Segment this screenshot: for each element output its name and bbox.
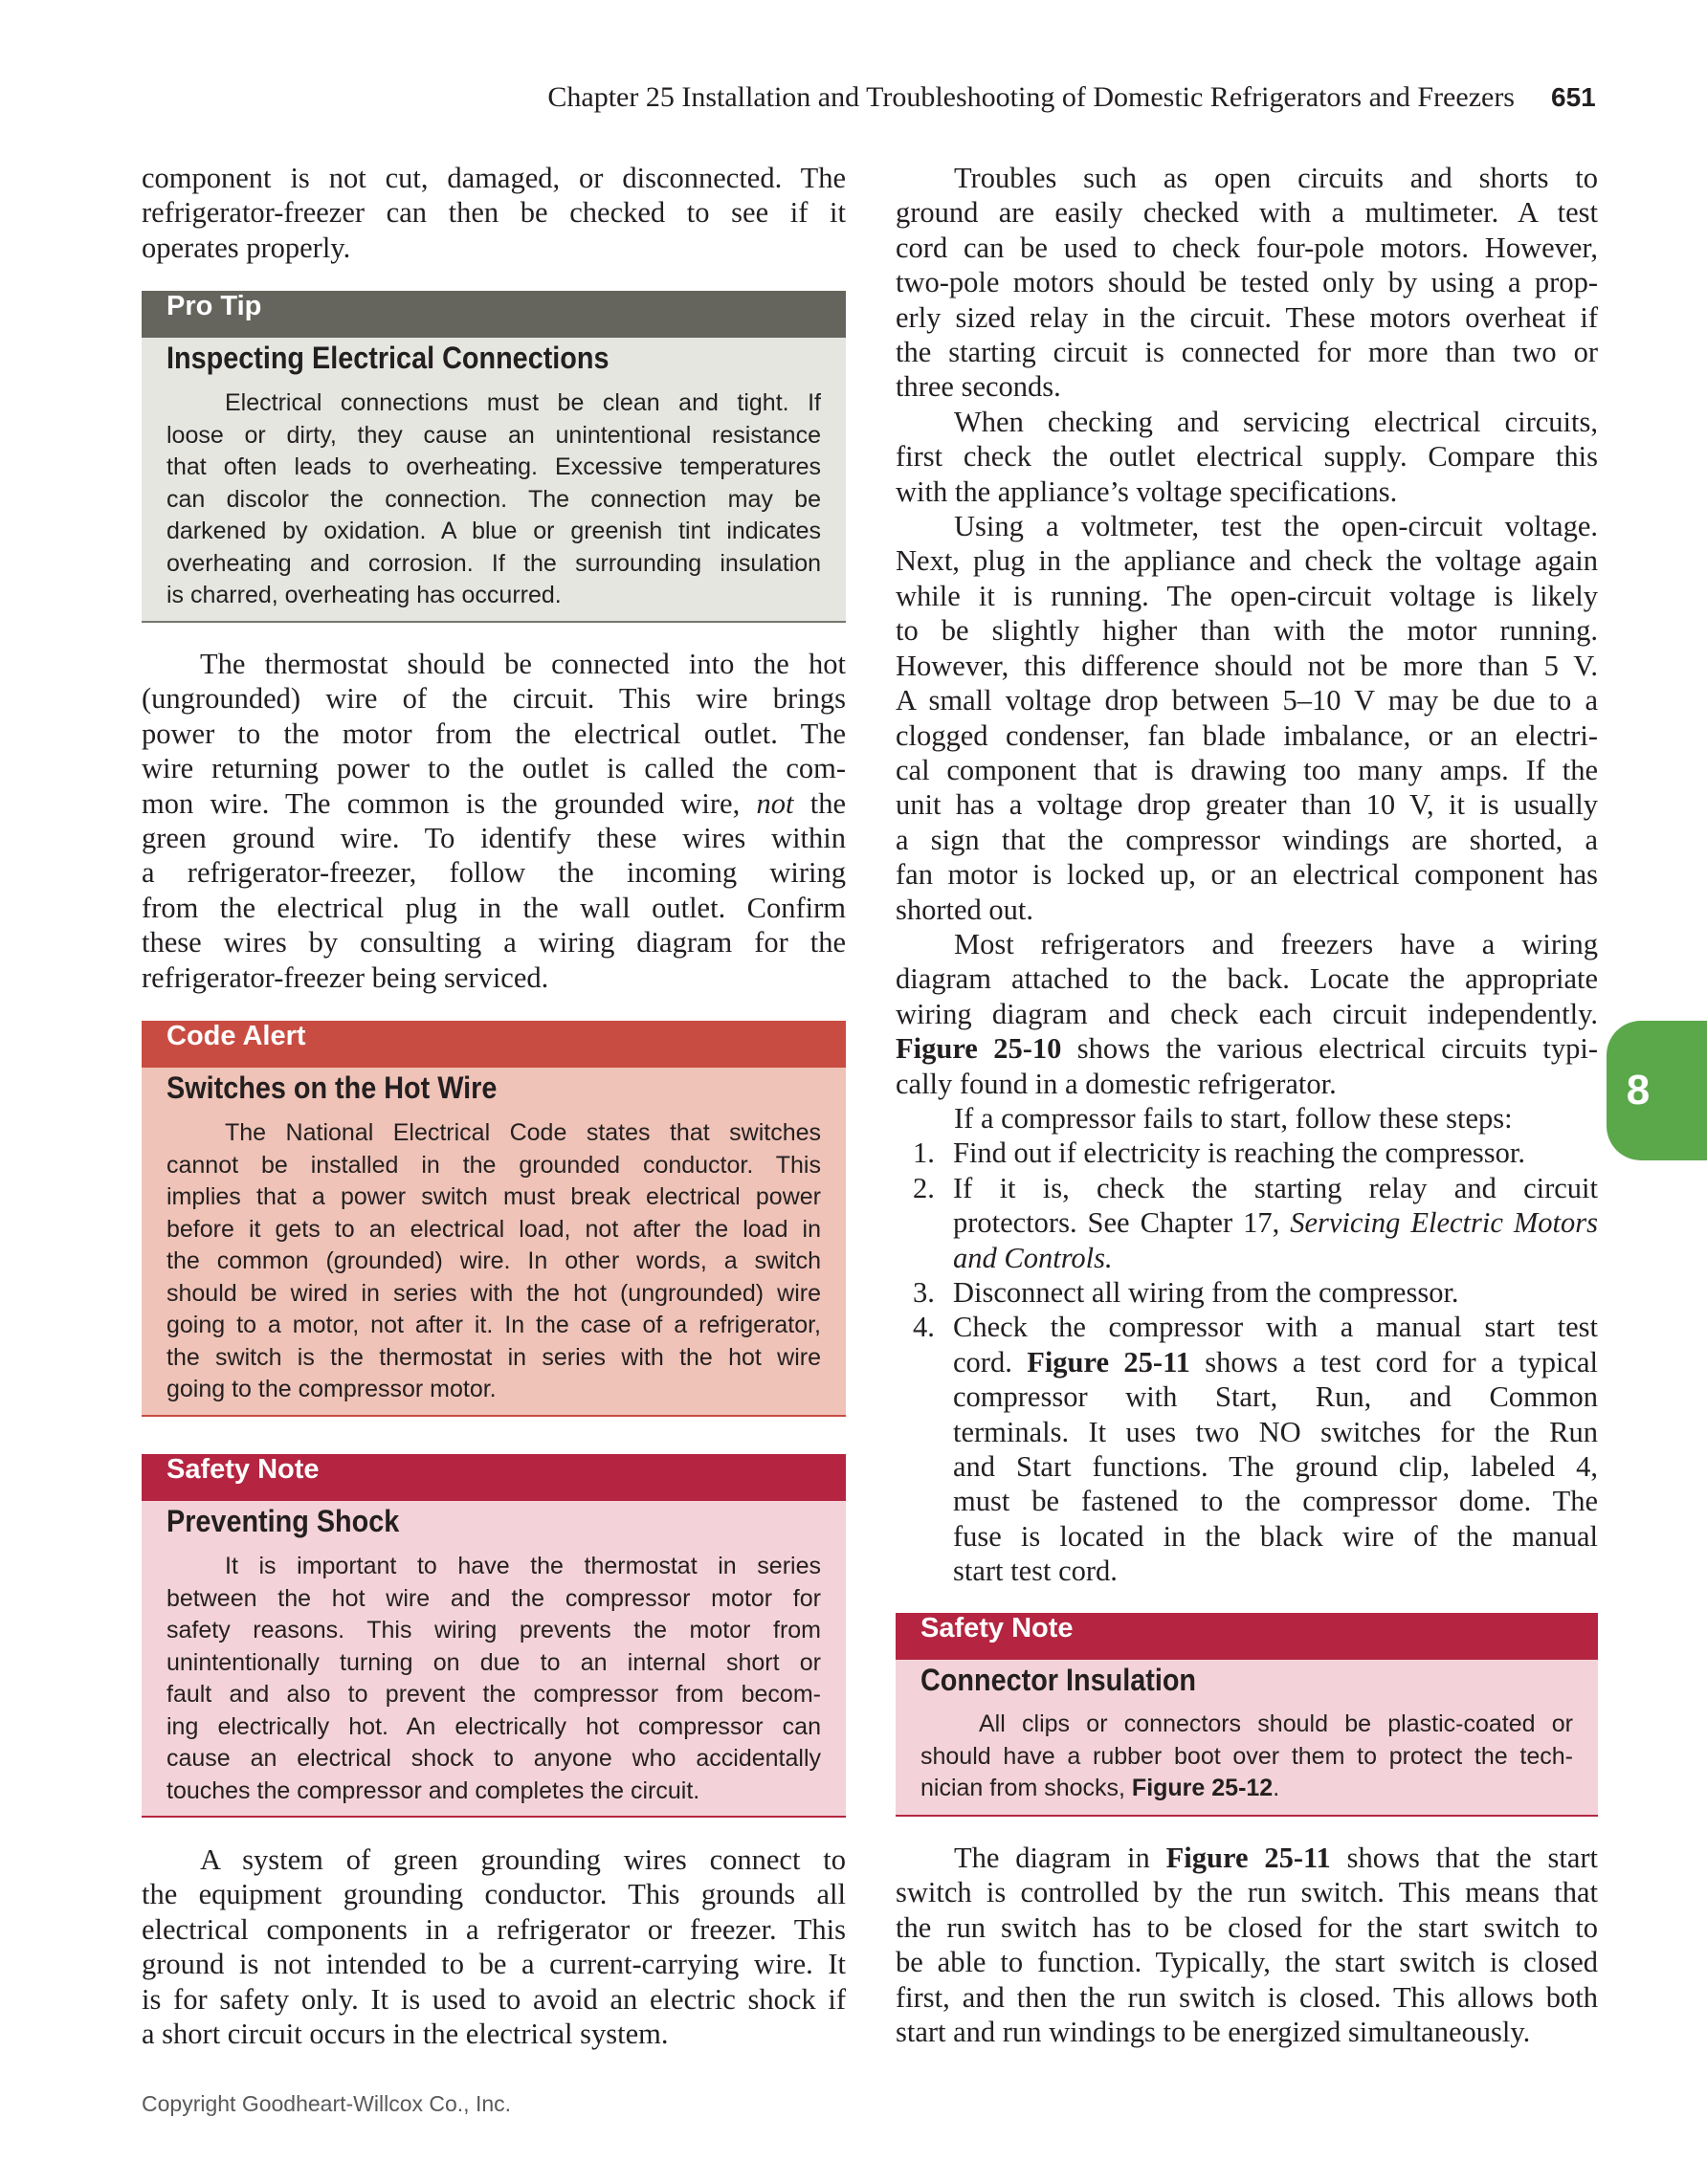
text-line: fuse is located in the black wire of the manual [953,1519,1598,1553]
code-alert-label: Code Alert [142,1021,846,1068]
text-line: and Start functions. The ground clip, labeled 4, [953,1450,1598,1484]
text-line: A system of green grounding wires connect to [200,1843,846,1876]
text-line: implies that a power switch must break electrical power [166,1183,821,1210]
text-line: However, this difference should not be more than 5 V. [896,649,1598,682]
emphasis-text: and Controls. [953,1241,1113,1274]
text-line [953,1345,1598,1379]
text-run: protectors. See Chapter 17, [953,1206,1291,1240]
troubleshooting-steps [896,1136,1598,1588]
safety-note-title: Preventing Shock [166,1504,400,1538]
text-line: while it is running. The open-circuit voltage is likely [896,579,1598,612]
pro-tip-box [142,291,846,623]
text-run: cord. [953,1345,1028,1379]
body-paragraph [142,161,846,265]
safety-note-label: Safety Note [142,1454,846,1501]
text-line: Check the compressor with a manual start test [953,1311,1598,1344]
text-line [896,1841,1598,1875]
text-line: cord can be used to check four-pole motors. However, [896,231,1598,264]
text-line: When checking and servicing electrical circuits, [954,405,1598,438]
right-column-text [896,161,1598,1589]
chapter-tab [1607,1021,1707,1160]
text-line: two-pole motors should be tested only by using a prop- [896,266,1598,299]
text-line: If it is, check the starting relay and circuit [953,1171,1598,1204]
text-run: nician from shocks, [920,1775,1132,1801]
step-text [953,1171,1598,1275]
text-line: wire returning power to the outlet is called the com- [142,752,846,785]
text-line: loose or dirty, they cause an unintentional resistance [166,421,821,449]
step-text [953,1275,1598,1310]
code-alert-text [166,1117,821,1406]
text-line: should have a rubber boot over them to protect the tech- [920,1742,1573,1770]
text-line: diagram attached to the back. Locate the appropriate [896,962,1598,996]
text-line: the common (grounded) wire. In other words, a switch [166,1247,821,1274]
safety-note-title: Connector Insulation [920,1663,1196,1697]
text-line: Find out if electricity is reaching the compressor. [953,1136,1525,1170]
text-line: be able to function. Typically, the start switch is closed [896,1946,1598,1979]
safety-note-box [142,1454,846,1818]
step-item [896,1136,1598,1170]
text-line: unit has a voltage drop greater than 10 V, it is usually [896,788,1598,822]
safety-note-text [920,1709,1573,1805]
text-line: should be wired in series with the hot (ungrounded) wire [166,1279,821,1307]
step-item [896,1171,1598,1275]
text-line: cause an electrical shock to anyone who accidentally [166,1745,821,1772]
text-line: these wires by consulting a wiring diagram for the [142,926,846,960]
text-line: a refrigerator-freezer, follow the incoming wiring [142,856,846,890]
text-line: safety reasons. This wiring prevents the motor from [166,1617,821,1644]
text-line: fault and also to prevent the compressor from becom- [166,1681,821,1708]
text-line: is charred, overheating has occurred. [166,582,562,608]
text-line: Troubles such as open circuits and shorts to [954,162,1598,194]
step-number: 4. [913,1311,935,1344]
text-line: can discolor the connection. The connection may be [166,485,821,513]
text-line: wiring diagram and check each circuit independently. [896,997,1598,1030]
body-paragraph [896,405,1598,509]
text-line: three seconds. [896,370,1061,404]
text-line: Disconnect all wiring from the compressor. [953,1276,1459,1309]
text-line: darkened by oxidation. A blue or greenish tint indicates [166,518,821,544]
text-line: start and run windings to be energized simultaneously. [896,2016,1531,2049]
text-line: the equipment grounding conductor. This grounds all [142,1878,846,1911]
text-line: power to the motor from the electrical outlet. The [142,717,846,750]
text-line [953,1205,1598,1240]
text-line [920,1773,1573,1805]
text-line: from the electrical plug in the wall outlet. Confirm [142,891,846,924]
text-line: (ungrounded) wire of the circuit. This wire brings [142,682,846,716]
figure-reference: Figure 25-11 [1027,1345,1190,1379]
body-paragraph [142,647,846,995]
text-line: ground is not intended to be a current-carrying wire. It [142,1948,846,1981]
text-line: cally found in a domestic refrigerator. [896,1067,1337,1100]
text-line: terminals. It uses two NO switches for the Run [953,1415,1598,1448]
body-paragraph [896,927,1598,1101]
text-line: electrical components in a refrigerator or freezer. This [142,1912,846,1946]
text-run: . [1273,1775,1280,1801]
code-alert-title: Switches on the Hot Wire [166,1070,498,1105]
step-item [896,1310,1598,1588]
chapter-tab-number: 8 [1626,1067,1651,1114]
text-line: start test cord. [953,1555,1118,1588]
code-alert-box [142,1021,846,1417]
text-line: ing electrically hot. An electrically hot compressor can [166,1712,821,1740]
text-line: with the appliance’s voltage specifications. [896,474,1398,508]
steps-intro [896,1101,1598,1136]
text-line: Using a voltmeter, test the open-circuit voltage. [954,510,1598,543]
text-line: The National Electrical Code states that switches [225,1119,821,1146]
safety-note-text [166,1551,821,1807]
text-line: switch is controlled by the run switch. This means that [896,1876,1598,1909]
text-line: that often leads to overheating. Excessive temperatures [166,453,821,480]
footer-copyright: Copyright Goodheart-Willcox Co., Inc. [142,2091,512,2116]
text-line: to be slightly higher than with the motor running. [896,614,1598,648]
figure-reference: Figure 25-12 [1131,1775,1274,1801]
text-line: A small voltage drop between 5–10 V may be due to a [896,684,1598,717]
figure-reference: Figure 25-10 [896,1032,1062,1066]
text-line: erly sized relay in the circuit. These motors overheat if [896,300,1598,334]
text-line: component is not cut, damaged, or disconnected. The [142,162,846,194]
text-line: compressor with Start, Run, and Common [953,1380,1598,1414]
text-line: the starting circuit is connected for more than two or [896,336,1598,369]
text-line [142,786,846,821]
text-line: fan motor is locked up, or an electrical component has [896,858,1598,892]
text-line: refrigerator-freezer being serviced. [142,960,549,994]
text-line: ground are easily checked with a multimeter. A test [896,196,1598,230]
text-run: shows a test cord for a typical [1189,1345,1598,1379]
step-item [896,1275,1598,1310]
body-paragraph [896,1841,1598,2049]
text-line: a short circuit occurs in the electrical system. [142,2018,669,2051]
text-line: All clips or connectors should be plastic-coated or [979,1710,1573,1737]
text-line: before it gets to an electrical load, not after the load in [166,1215,821,1243]
step-text [953,1310,1598,1588]
page-number: 651 [1551,82,1596,112]
text-line: a sign that the compressor windings are shorted, a [896,823,1598,856]
text-run: The diagram in [954,1842,1166,1874]
text-line: operates properly. [142,231,351,264]
text-line: must be fastened to the compressor dome. The [953,1485,1598,1518]
body-paragraph [896,161,1598,405]
text-run: shows the various electrical circuits typi- [1061,1032,1599,1066]
text-line: It is important to have the thermostat in series [225,1553,821,1579]
text-line: going to a motor, not after it. In the case of a refrigerator, [166,1312,821,1338]
step-text [953,1136,1598,1170]
pro-tip-title: Inspecting Electrical Connections [166,341,610,375]
pro-tip-text [166,387,821,612]
text-run: shows that the start [1330,1842,1598,1874]
text-line: is for safety only. It is used to avoid an electric shock if [142,1982,846,2016]
text-line: between the hot wire and the compressor motor for [166,1584,821,1612]
text-line: cal component that is drawing too many amps. If the [896,753,1598,786]
text-line [896,1031,1598,1066]
pro-tip-label: Pro Tip [142,291,846,338]
text-line: Next, plug in the appliance and check the voltage again [896,544,1598,578]
text-line: overheating and corrosion. If the surrounding insulation [166,549,821,577]
text-line: clogged condenser, fan blade imbalance, or an electri- [896,718,1598,752]
safety-note-box [896,1613,1598,1817]
text-line: cannot be installed in the grounded conductor. This [166,1151,821,1179]
text-line: touches the compressor and completes the circuit. [166,1776,700,1804]
text-line: Electrical connections must be clean and tight. If [225,389,821,416]
text-line: green ground wire. To identify these wires within [142,822,846,855]
step-number: 2. [913,1171,935,1204]
figure-reference: Figure 25-11 [1165,1842,1331,1874]
text-run: the [793,786,847,820]
text-line: the switch is the thermostat in series with the hot wire [166,1343,821,1371]
running-head-title: Chapter 25 Installation and Troubleshooting of Domestic Refrigerators and Freezers [547,81,1515,113]
body-paragraph [896,509,1598,927]
safety-note-label: Safety Note [896,1613,1598,1660]
text-line: Most refrigerators and freezers have a wiring [954,927,1598,960]
text-line: shorted out. [896,893,1034,926]
text-line: first, and then the run switch is closed. This allows both [896,1980,1598,2014]
text-line: unintentionally turning on due to an internal short or [166,1648,821,1676]
text-line: first check the outlet electrical supply. Compare this [896,440,1598,474]
step-number: 3. [913,1276,935,1309]
text-line: the run switch has to be closed for the start switch to [896,1910,1598,1944]
emphasis-text: not [756,786,794,820]
body-paragraph [142,1842,846,2051]
emphasis-text: Servicing Electric Motors [1290,1206,1598,1240]
text-run: mon wire. The common is the grounded wire, [142,786,757,820]
text-line: The thermostat should be connected into the hot [200,648,846,680]
text-line: refrigerator-freezer can then be checked to see if it [142,196,846,230]
step-number: 1. [913,1136,935,1170]
text-line: If a compressor fails to start, follow these steps: [954,1101,1513,1135]
text-line [953,1241,1598,1275]
text-line: going to the compressor motor. [166,1376,497,1402]
